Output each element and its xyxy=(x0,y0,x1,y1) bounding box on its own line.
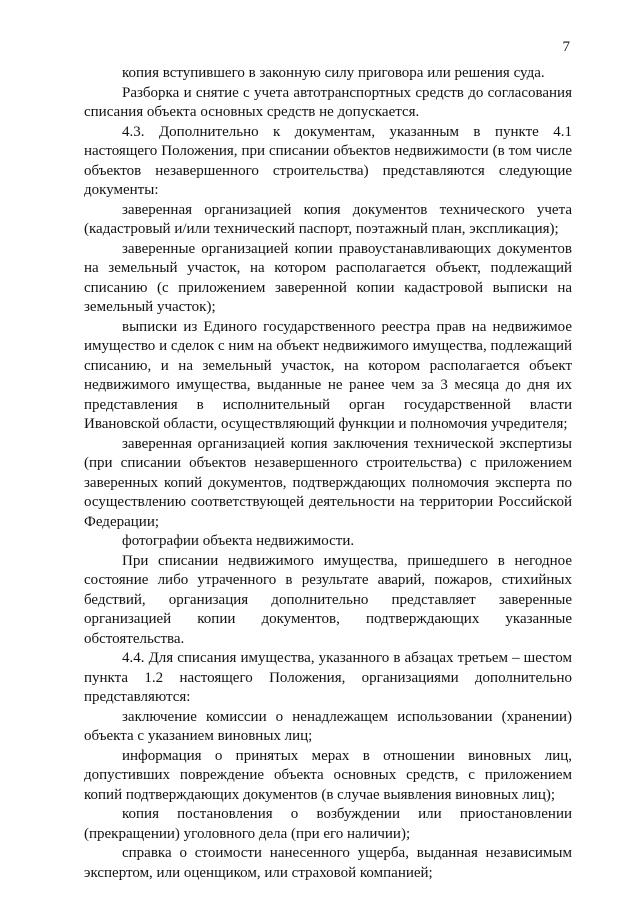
paragraph: справка о стоимости нанесенного ущерба, выданная независимым экспертом, или оценщиком, или страховой компанией; xyxy=(84,845,572,881)
paragraph: выписки из Единого государственного реестра прав на недвижимое имущество и сделок с ним на объект недвижимого имущества, подлежащий списанию, и на земельный участок, на котором располагается объект недвижимого имущества, выданные не ранее чем за 3 месяца до дня их представления в исполнительный орган государственной власти Ивановской области, осуществляющий функции и полномочия учредителя; xyxy=(84,318,572,432)
paragraph: заверенная организацией копия документов технического учета (кадастровый и/или технический паспорт, поэтажный план, экспликация); xyxy=(84,201,572,237)
paragraph: копия вступившего в законную силу приговора или решения суда. xyxy=(122,65,545,81)
document-body xyxy=(84,64,572,883)
paragraph: 4.3. Дополнительно к документам, указанным в пункте 4.1 настоящего Положения, при списании объектов недвижимости (в том числе объектов незавершенного строительства) представляются следующие документы: xyxy=(84,123,572,198)
paragraph: заверенная организацией копия заключения технической экспертизы (при списании объектов незавершенного строительства) с приложением заверенных копий документов, подтверждающих полномочия эксперта по осуществлению соответствующей деятельности на территории Российской Федерации; xyxy=(84,435,572,530)
paragraph: информация о принятых мерах в отношении виновных лиц, допустивших повреждение объекта основных средств, с приложением копий подтверждающих документов (в случае выявления виновных лиц); xyxy=(84,747,572,803)
paragraph: При списании недвижимого имущества, пришедшего в негодное состояние либо утраченного в результате аварий, пожаров, стихийных бедствий, организация дополнительно представляет заверенные организацией копии документов, подтверждающих указанные обстоятельства. xyxy=(84,552,572,647)
paragraph: 4.4. Для списания имущества, указанного в абзацах третьем – шестом пункта 1.2 настоящего Положения, организациями дополнительно представляются: xyxy=(84,650,572,705)
page-number: 7 xyxy=(562,39,570,55)
paragraph: копия постановления о возбуждении или приостановлении (прекращении) уголовного дела (при его наличии); xyxy=(84,806,572,842)
paragraph: заверенные организацией копии правоустанавливающих документов на земельный участок, на котором располагается объект, подлежащий списанию (с приложением заверенной копии кадастровой выписки на земельный участок); xyxy=(84,240,572,315)
paragraph: заключение комиссии о ненадлежащем использовании (хранении) объекта с указанием виновных лиц; xyxy=(84,708,572,744)
paragraph: фотографии объекта недвижимости. xyxy=(122,533,355,549)
paragraph: Разборка и снятие с учета автотранспортных средств до согласования списания объекта основных средств не допускается. xyxy=(84,84,572,120)
